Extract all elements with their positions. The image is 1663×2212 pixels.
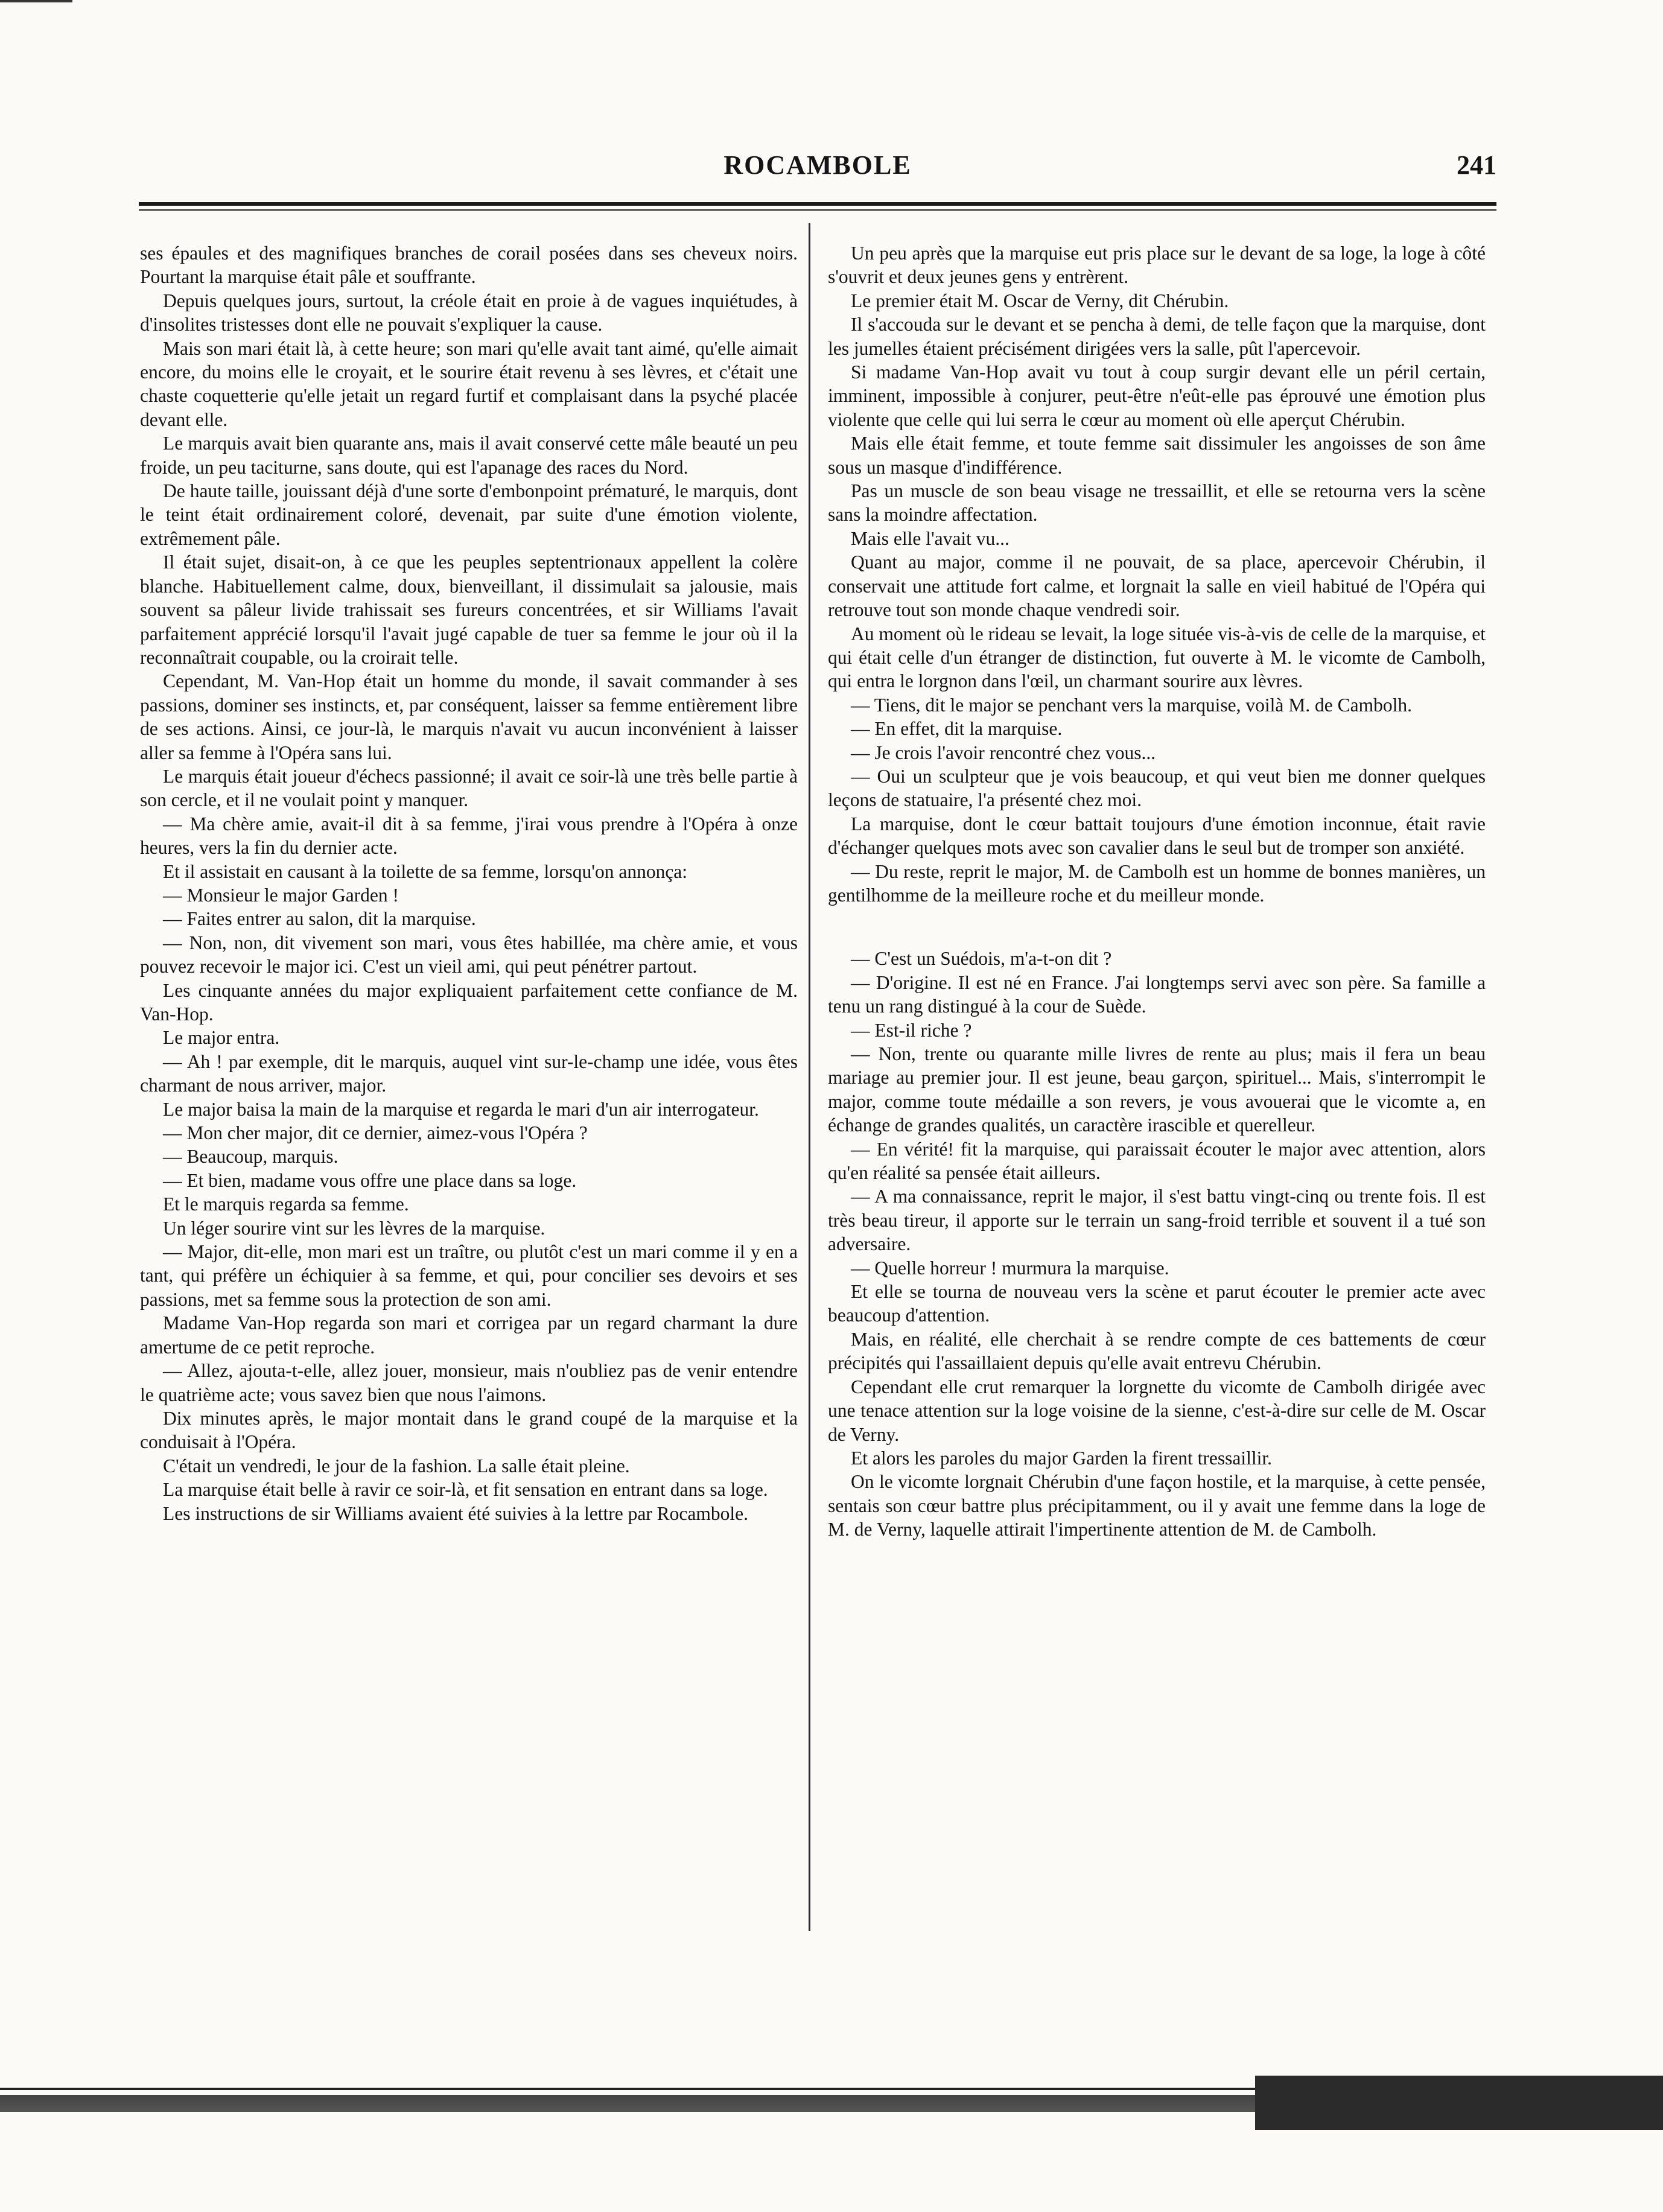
paragraph: Au moment où le rideau se levait, la loge située vis-à-vis de celle de la marquise, et qui était celle d'un étranger de distinction, fut ouverte à M. le vicomte de Cambolh, qui entra le lorgnon dans l'œil, un charmant sourire aux lèvres. [828,623,1486,692]
paragraph: Si madame Van-Hop avait vu tout à coup surgir devant elle un péril certain, imminent, impossible à conjurer, peut-être n'eût-elle pas éprouvé une émotion plus violente que celle qui lui serra le cœur au moment où elle aperçut Chérubin. [828,361,1486,430]
left-column [140,241,798,1525]
paragraph: — Je crois l'avoir rencontré chez vous... [851,742,1156,763]
paragraph: Et il assistait en causant à la toilette de sa femme, lorsqu'on annonça: [163,860,688,882]
paragraph: — Non, non, dit vivement son mari, vous êtes habillée, ma chère amie, et vous pouvez recevoir le major ici. C'est un vieil ami, qui peut pénétrer partout. [140,932,798,977]
scan-mark-top-left [0,0,72,2]
paragraph: — C'est un Suédois, m'a-t-on dit ? [851,948,1112,970]
paragraph: Madame Van-Hop regarda son mari et corrigea par un regard charmant la dure amertume de ce petit reproche. [140,1312,798,1358]
header-rule [139,202,1496,211]
paragraph: Mais, en réalité, elle cherchait à se rendre compte de ces battements de cœur précipités qui l'assaillaient depuis qu'elle avait entrevu Chérubin. [828,1328,1486,1374]
paragraph: Et elle se tourna de nouveau vers la scène et parut écouter le premier acte avec beaucoup d'attention. [828,1281,1486,1326]
paragraph: Mais elle l'avait vu... [851,527,1010,549]
paragraph: — Allez, ajouta-t-elle, allez jouer, monsieur, mais n'oubliez pas de venir entendre le quatrième acte; vous savez bien que nous l'aimons. [140,1360,798,1405]
paragraph: Les cinquante années du major expliquaient parfaitement cette confiance de M. Van-Hop. [140,979,798,1025]
paragraph: Le premier était M. Oscar de Verny, dit Chérubin. [851,290,1229,311]
paragraph: Cependant, M. Van-Hop était un homme du monde, il savait commander à ses passions, dominer ses instincts, et, par conséquent, laisser sa femme entièrement libre de ses actions. Ainsi, ce jour-là, le marquis n'avait vu aucun inconvénient à laisser aller sa femme à l'Opéra sans lui. [140,670,798,763]
paragraph: Mais son mari était là, à cette heure; son mari qu'elle avait tant aimé, qu'elle aimait encore, du moins elle le croyait, et le sourire était revenu à ses lèvres, et c'était une chaste coquetterie qu'elle jetait un regard furtif et complaisant dans la psyché placée devant elle. [140,337,798,430]
paragraph: — Mon cher major, dit ce dernier, aimez-vous l'Opéra ? [163,1122,588,1144]
paragraph: Cependant elle crut remarquer la lorgnette du vicomte de Cambolh dirigée avec une tenace attention sur la loge voisine de la sienne, c'est-à-dire sur celle de M. Oscar de Verny. [828,1376,1486,1445]
paragraph: — Monsieur le major Garden ! [163,884,399,906]
paragraph: Le major baisa la main de la marquise et regarda le mari d'un air interrogateur. [163,1098,759,1120]
paragraph: — Quelle horreur ! murmura la marquise. [851,1257,1169,1279]
page-number: 241 [1457,150,1496,180]
section-gap [828,907,1486,947]
paragraph: ses épaules et des magnifiques branches de corail posées dans ses cheveux noirs. Pourtant la marquise était pâle et souffrante. [140,243,798,288]
paragraph: — D'origine. Il est né en France. J'ai longtemps servi avec son père. Sa famille a tenu un rang distingué à la cour de Suède. [828,971,1486,1017]
paragraph: La marquise, dont le cœur battait toujours d'une émotion inconnue, était ravie d'échanger quelques mots avec son cavalier dans le seul but de tromper son anxiété. [828,813,1486,859]
page-header [139,150,1496,186]
paragraph: Le marquis avait bien quarante ans, mais il avait conservé cette mâle beauté un peu froide, un peu taciturne, sans doute, qui est l'apanage des races du Nord. [140,433,798,478]
paragraph: Il était sujet, disait-on, à ce que les peuples septentrionaux appellent la colère blanche. Habituellement calme, doux, bienveillant, il dissimulait sa jalousie, mais souvent sa pâleur livide trahissait ses fureurs concentrées, et sir Williams l'avait parfaitement apprécié lorsqu'il l'avait jugé capable de tuer sa femme le jour où il la reconnaîtrait coupable, ou la croirait telle. [140,551,798,668]
paragraph: Depuis quelques jours, surtout, la créole était en proie à de vagues inquiétudes, à d'insolites tristesses dont elle ne pouvait s'expliquer la cause. [140,290,798,335]
paragraph: — Et bien, madame vous offre une place dans sa loge. [163,1169,577,1191]
column-divider [809,223,810,1931]
paragraph: — Faites entrer au salon, dit la marquise. [163,908,476,930]
paragraph: — Tiens, dit le major se penchant vers la marquise, voilà M. de Cambolh. [851,694,1412,716]
paragraph: Un léger sourire vint sur les lèvres de la marquise. [163,1217,545,1239]
paragraph: Mais elle était femme, et toute femme sait dissimuler les angoisses de son âme sous un masque d'indifférence. [828,433,1486,478]
paragraph: Quant au major, comme il ne pouvait, de sa place, apercevoir Chérubin, il conservait une attitude fort calme, et lorgnait la salle en vieil habitué de l'Opéra qui retrouve tout son monde chaque vendredi soir. [828,551,1486,621]
paragraph: — A ma connaissance, reprit le major, il s'est battu vingt-cinq ou trente fois. Il est très beau tireur, il apporte sur le terrain un sang-froid terrible et souvent il a tué son adversaire. [828,1186,1486,1255]
paragraph: — Major, dit-elle, mon mari est un traître, ou plutôt c'est un mari comme il y en a tant, qui préfère un échiquier à sa femme, et qui, pour concilier ses devoirs et ses passions, met sa femme sous la protection de son ami. [140,1241,798,1310]
paragraph: — Non, trente ou quarante mille livres de rente au plus; mais il fera un beau mariage au premier jour. Il est jeune, beau garçon, spirituel... Mais, s'interrompit le major, comme toute médaille a son revers, je vous avouerai que le vicomte a, en échange de grandes qualités, un caractère irascible et querelleur. [828,1043,1486,1136]
paragraph: Le major entra. [163,1027,280,1049]
paragraph: Et le marquis regarda sa femme. [163,1193,409,1215]
scan-edge-dark-corner [1255,2076,1663,2130]
paragraph: — Ah ! par exemple, dit le marquis, auquel vint sur-le-champ une idée, vous êtes charmant de nous arriver, major. [140,1050,798,1096]
paragraph: Les instructions de sir Williams avaient été suivies à la lettre par Rocambole. [163,1502,748,1524]
paragraph: On le vicomte lorgnait Chérubin d'une façon hostile, et la marquise, à cette pensée, sentais son cœur battre plus précipitamment, ou il y avait une femme dans la loge de M. de Verny, laquelle attirait l'impertinente attention de M. de Cambolh. [828,1471,1486,1540]
paragraph: — En vérité! fit la marquise, qui paraissait écouter le major avec attention, alors qu'en réalité sa pensée était ailleurs. [828,1138,1486,1184]
running-title: ROCAMBOLE [723,150,912,180]
paragraph: — Du reste, reprit le major, M. de Cambolh est un homme de bonnes manières, un gentilhomme de la meilleure roche et du meilleur monde. [828,860,1486,906]
paragraph: Dix minutes après, le major montait dans le grand coupé de la marquise et la conduisait à l'Opéra. [140,1407,798,1453]
paragraph: Le marquis était joueur d'échecs passionné; il avait ce soir-là une très belle partie à son cercle, et il ne voulait point y manquer. [140,765,798,811]
paragraph: — Ma chère amie, avait-il dit à sa femme, j'irai vous prendre à l'Opéra à onze heures, vers la fin du dernier acte. [140,813,798,859]
paragraph: — Beaucoup, marquis. [163,1146,339,1168]
paragraph: Il s'accouda sur le devant et se pencha à demi, de telle façon que la marquise, dont les jumelles étaient précisément dirigées vers la salle, pût l'apercevoir. [828,314,1486,359]
paragraph: — Oui un sculpteur que je vois beaucoup, et qui veut bien me donner quelques leçons de statuaire, l'a présenté chez moi. [828,765,1486,811]
paragraph: Un peu après que la marquise eut pris place sur le devant de sa loge, la loge à côté s'ouvrit et deux jeunes gens y entrèrent. [828,243,1486,288]
paragraph: — En effet, dit la marquise. [851,718,1063,740]
paragraph: C'était un vendredi, le jour de la fashion. La salle était pleine. [163,1455,630,1476]
right-column [828,241,1486,1542]
paragraph: De haute taille, jouissant déjà d'une sorte d'embonpoint prématuré, le marquis, dont le teint était ordinairement coloré, devenait, par suite d'une émotion violente, extrêmement pâle. [140,480,798,549]
paragraph: — Est-il riche ? [851,1019,972,1041]
paragraph: La marquise était belle à ravir ce soir-là, et fit sensation en entrant dans sa loge. [163,1479,768,1501]
paragraph: Et alors les paroles du major Garden la firent tressaillir. [851,1447,1273,1469]
paragraph: Pas un muscle de son beau visage ne tressaillit, et elle se retourna vers la scène sans la moindre affectation. [828,480,1486,526]
